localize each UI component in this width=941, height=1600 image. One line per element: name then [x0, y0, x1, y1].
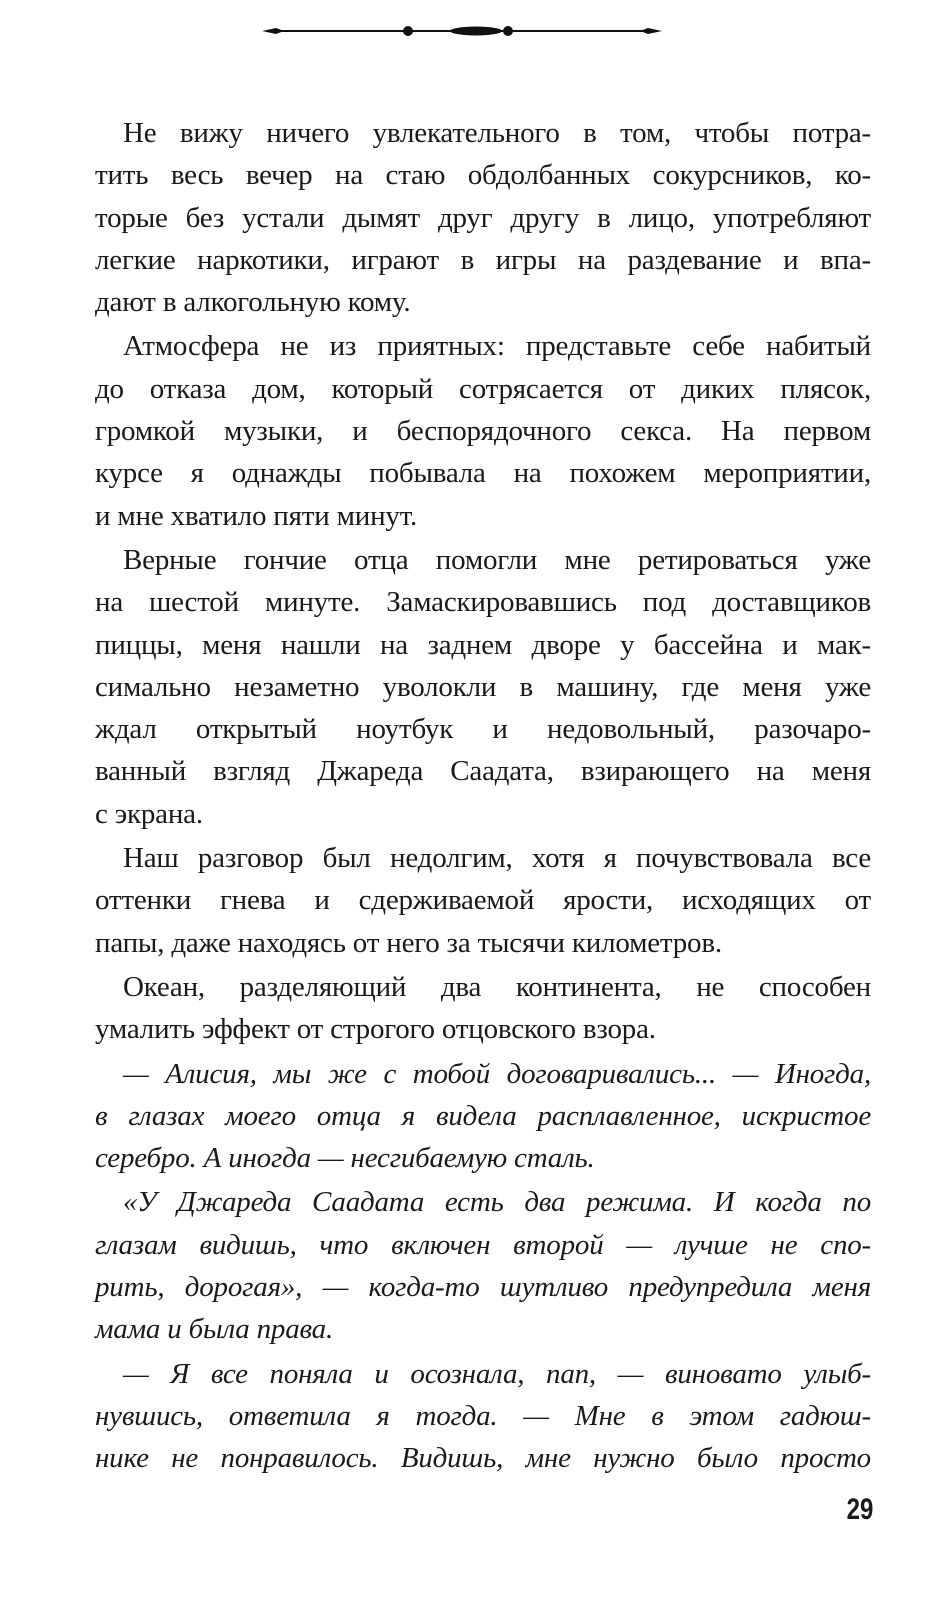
text-line: нувшись, ответила я тогда. — Мне в этом гадюш- [95, 1399, 871, 1432]
text-line: в глазах моего отца я видела расплавленное, искристое [95, 1099, 871, 1132]
text-line: пиццы, меня нашли на заднем дворе у бассейна и мак- [95, 628, 871, 661]
text-line: рить, дорогая», — когда-то шутливо предупредила меня [95, 1271, 871, 1304]
text-line: — Я все поняла и осознала, пап, — виновато улыб- [123, 1357, 871, 1390]
text-line: Атмосфера не из приятных: представьте себе набитый [123, 330, 871, 363]
text-line: ванный взгляд Джареда Саадата, взирающего на меня [95, 755, 871, 788]
text-line: дают в алкогольную кому. [95, 286, 411, 319]
body-text [95, 110, 871, 1480]
text-line: торые без устали дымят друг другу в лицо, употребляют [95, 201, 871, 234]
paragraph [95, 966, 871, 1051]
page-number: 29 [846, 1493, 873, 1526]
decorative-divider-ornament [262, 22, 662, 40]
text-line: Не вижу ничего увлекательного в том, чтобы потра- [123, 117, 871, 149]
paragraph [95, 1181, 871, 1350]
paragraph [95, 1353, 871, 1480]
text-line: и мне хватило пяти минут. [95, 499, 418, 532]
text-line: мама и была права. [95, 1313, 334, 1346]
text-line: папы, даже находясь от него за тысячи километров. [95, 926, 722, 959]
text-line: ждал открытый ноутбук и недовольный, разочаро- [95, 713, 871, 746]
text-line: курсе я однажды побывала на похожем мероприятии, [95, 457, 871, 490]
paragraph [95, 325, 871, 536]
text-line: громкой музыки, и беспорядочного секса. На первом [95, 415, 871, 448]
text-line: нике не понравилось. Видишь, мне нужно было просто [95, 1442, 871, 1475]
text-line: Океан, разделяющий два континента, не способен [123, 970, 871, 1003]
text-line: серебро. А иногда — несгибаемую сталь. [95, 1142, 595, 1175]
text-line: оттенки гнева и сдерживаемой ярости, исходящих от [95, 884, 871, 917]
paragraph [95, 112, 871, 323]
text-line: умалить эффект от строгого отцовского взора. [95, 1013, 656, 1046]
text-line: глазам видишь, что включен второй — лучше не спо- [95, 1228, 871, 1261]
text-line: до отказа дом, который сотрясается от диких плясок, [95, 372, 871, 405]
text-line: Верные гончие отца помогли мне ретироваться уже [123, 543, 871, 576]
paragraph [95, 539, 871, 835]
text-line: «У Джареда Саадата есть два режима. И когда по [123, 1186, 871, 1219]
text-line: с экрана. [95, 797, 203, 830]
text-line: тить весь вечер на стаю обдолбанных сокурсников, ко- [95, 159, 871, 192]
text-line: Наш разговор был недолгим, хотя я почувствовала все [123, 842, 871, 875]
text-line: легкие наркотики, играют в игры на раздевание и впа- [95, 243, 871, 276]
text-line: на шестой минуте. Замаскировавшись под доставщиков [95, 586, 871, 619]
text-line: симально незаметно уволокли в машину, где меня уже [95, 670, 871, 703]
paragraph [95, 837, 871, 964]
text-line: — Алисия, мы же с тобой договаривались... — Иногда, [123, 1057, 871, 1090]
paragraph [95, 1053, 871, 1180]
